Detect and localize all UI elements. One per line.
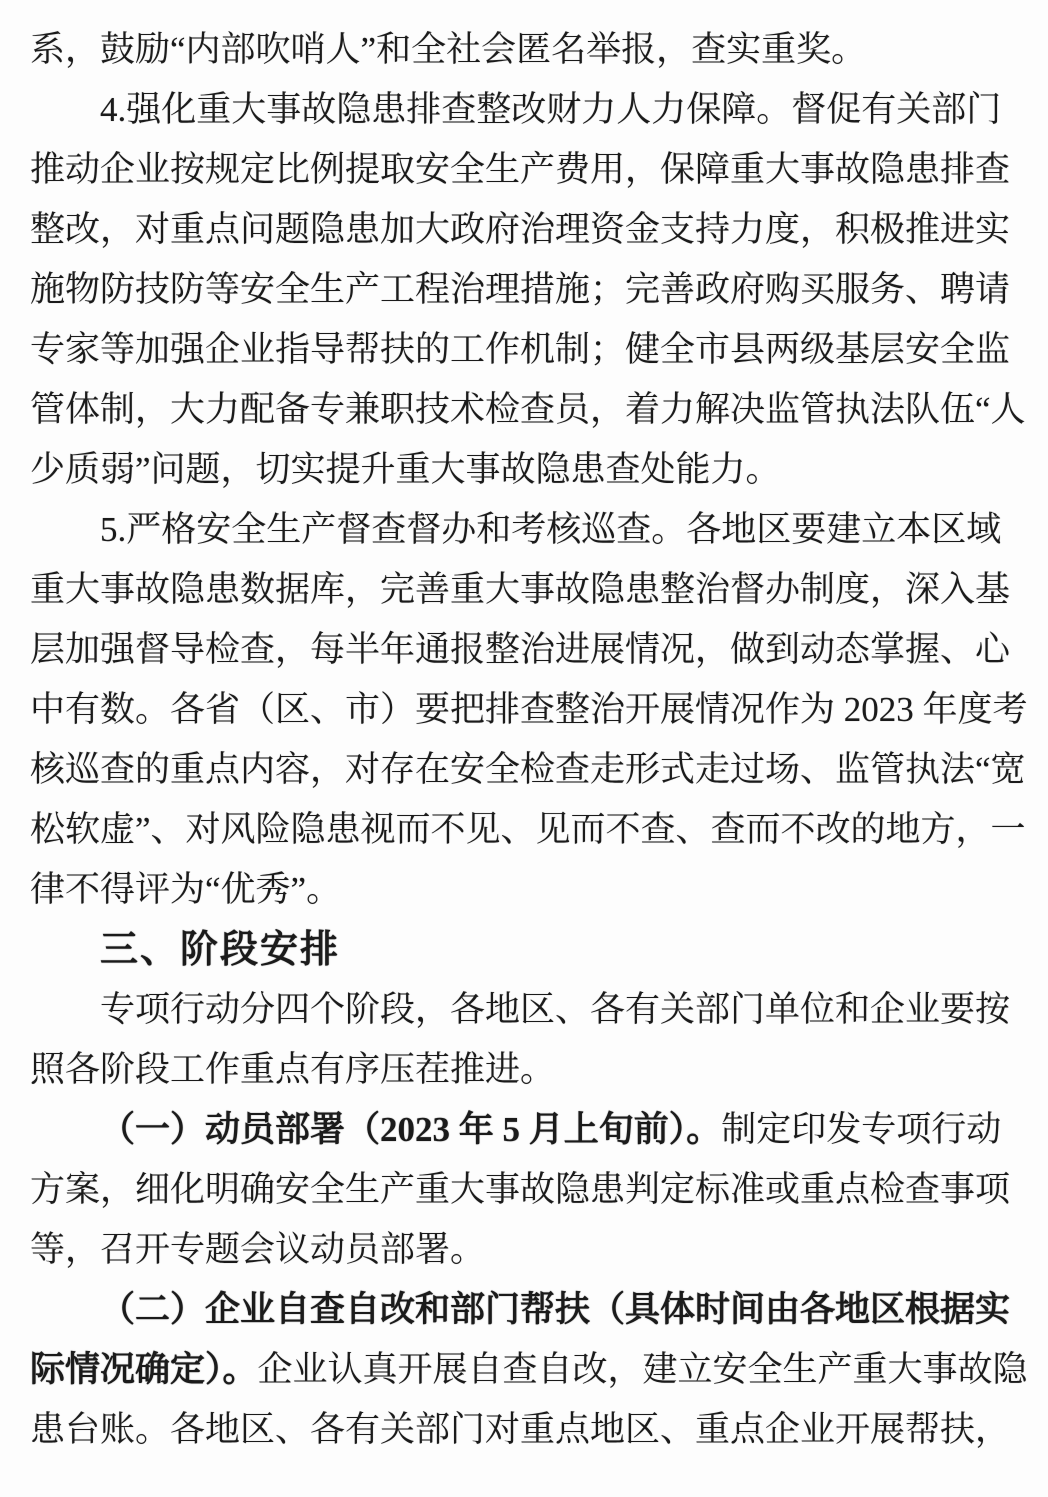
text-line <box>30 740 1026 800</box>
document-text-block <box>30 20 1028 1460</box>
text-line <box>30 440 1018 500</box>
text-line <box>30 20 1018 80</box>
text-line <box>30 200 1018 260</box>
text-segment: 等，召开专题会议动员部署。 <box>30 1230 486 1269</box>
text-line <box>30 680 1028 740</box>
text-line <box>30 1160 1018 1220</box>
text-segment: 重大事故隐患数据库，完善重大事故隐患整治督办制度，深入基 <box>30 570 1011 609</box>
text-line <box>30 260 1018 320</box>
text-segment: 松软虚”、对风险隐患视而不见、见而不查、查而不改的地方，一 <box>30 810 1026 849</box>
text-segment: 层加强督导检查，每半年通报整治进展情况，做到动态掌握、心 <box>30 630 1011 669</box>
text-segment: 际情况确定）。 <box>30 1350 258 1389</box>
text-line <box>30 980 1018 1040</box>
text-line <box>30 860 1018 920</box>
text-segment: 施物防技防等安全生产工程治理措施；完善政府购买服务、聘请 <box>30 270 1011 309</box>
text-segment: 中有数。各省（区、市）要把排查整治开展情况作为 2023 年度考 <box>30 690 1028 729</box>
text-line <box>30 140 1018 200</box>
text-segment: 整改，对重点问题隐患加大政府治理资金支持力度，积极推进实 <box>30 210 1011 249</box>
text-line <box>30 620 1018 680</box>
text-line <box>30 500 1018 560</box>
text-segment: 企业认真开展自查自改，建立安全生产重大事故隐 <box>257 1350 1028 1389</box>
text-line <box>30 1100 1018 1160</box>
section-heading <box>30 920 1018 980</box>
text-segment: 5.严格安全生产督查督办和考核巡查。各地区要建立本区域 <box>100 510 1002 549</box>
text-segment: 专项行动分四个阶段，各地区、各有关部门单位和企业要按 <box>100 990 1011 1029</box>
text-segment: （二）企业自查自改和部门帮扶（具体时间由各地区根据实 <box>100 1290 1011 1329</box>
text-line <box>30 1280 1018 1340</box>
text-segment: （一）动员部署（2023 年 5 月上旬前）。 <box>100 1110 722 1149</box>
text-segment: 推动企业按规定比例提取安全生产费用，保障重大事故隐患排查 <box>30 150 1011 189</box>
text-line <box>30 320 1018 380</box>
text-line <box>30 1040 1018 1100</box>
text-segment: 律不得评为“优秀”。 <box>30 870 342 909</box>
text-line <box>30 80 1018 140</box>
text-segment: 制定印发专项行动 <box>721 1110 1002 1149</box>
text-segment: 4.强化重大事故隐患排查整改财力人力保障。督促有关部门 <box>100 90 1002 129</box>
text-segment: 系，鼓励“内部吹哨人”和全社会匿名举报，查实重奖。 <box>30 30 867 69</box>
text-line <box>30 800 1026 860</box>
text-segment: 患台账。各地区、各有关部门对重点地区、重点企业开展帮扶， <box>30 1410 1011 1449</box>
text-segment: 管体制，大力配备专兼职技术检查员，着力解决监管执法队伍“人 <box>30 390 1026 429</box>
text-line <box>30 1220 1018 1280</box>
text-line <box>30 560 1018 620</box>
text-line <box>30 380 1026 440</box>
text-segment: 少质弱”问题，切实提升重大事故隐患查处能力。 <box>30 450 781 489</box>
text-segment: 三、阶段安排 <box>100 929 341 971</box>
text-segment: 方案，细化明确安全生产重大事故隐患判定标准或重点检查事项 <box>30 1170 1011 1209</box>
text-segment: 核巡查的重点内容，对存在安全检查走形式走过场、监管执法“宽 <box>30 750 1026 789</box>
text-line <box>30 1340 1028 1400</box>
text-segment: 照各阶段工作重点有序压茬推进。 <box>30 1050 556 1089</box>
text-segment: 专家等加强企业指导帮扶的工作机制；健全市县两级基层安全监 <box>30 330 1011 369</box>
text-line <box>30 1400 1018 1460</box>
